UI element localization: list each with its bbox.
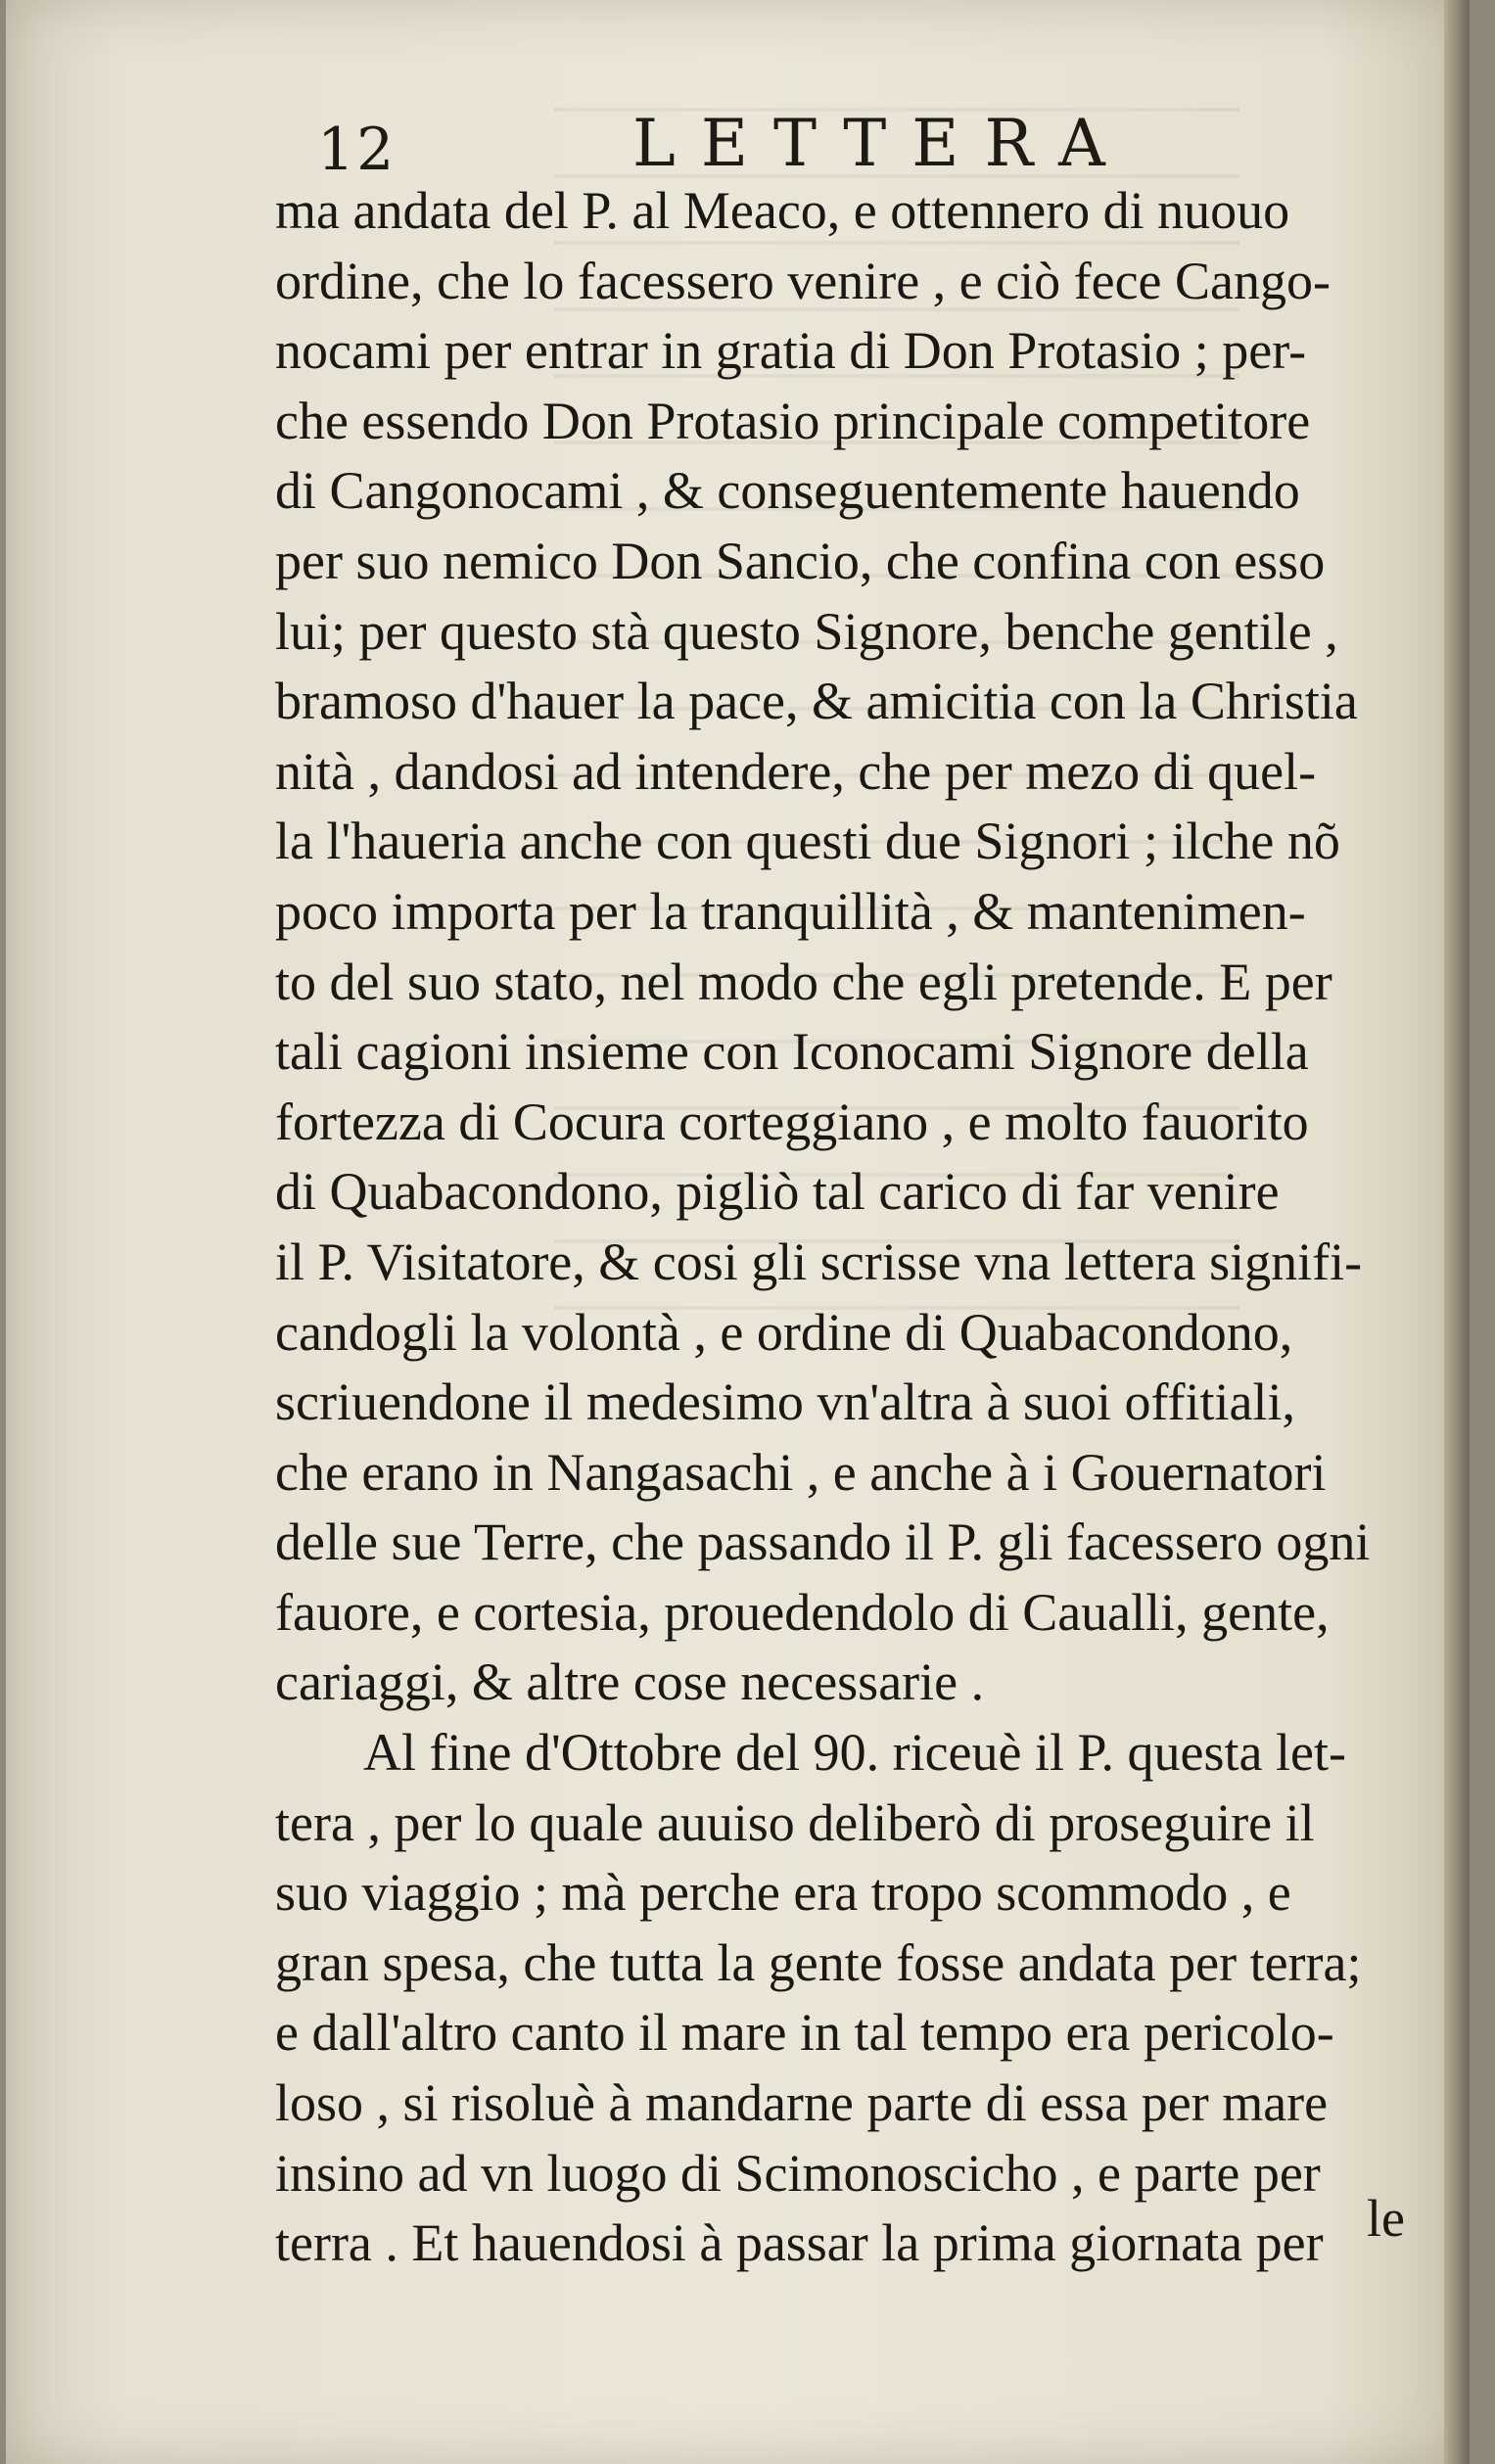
text-line: e dall'altro canto il mare in tal tempo era pericolo- xyxy=(275,2003,1334,2063)
catchword: le xyxy=(1367,2189,1405,2248)
text-line: suo viaggio ; mà perche era tropo scommodo , e xyxy=(275,1863,1291,1923)
text-line: nocami per entrar in gratia di Don Protasio ; per- xyxy=(275,321,1307,381)
body-text xyxy=(275,176,1489,2279)
text-line: terra . Et hauendosi à passar la prima giornata per xyxy=(275,2213,1324,2273)
text-line: delle sue Terre, che passando il P. gli facessero ogni xyxy=(275,1512,1371,1572)
text-line: per suo nemico Don Sancio, che confina con esso xyxy=(275,531,1326,590)
text-line: il P. Visitatore, & cosi gli scrisse vna lettera signifi- xyxy=(275,1232,1363,1291)
text-line: to del suo stato, nel modo che egli pretende. E per xyxy=(275,952,1332,1011)
text-line: lui; per questo stà questo Signore, benche gentile , xyxy=(275,601,1338,661)
text-line: fauore, e cortesia, prouedendolo di Caualli, gente, xyxy=(275,1582,1330,1642)
text-line: che essendo Don Protasio principale competitore xyxy=(275,391,1311,450)
text-line: nità , dandosi ad intendere, che per mezo di quel- xyxy=(275,741,1317,801)
text-line: ma andata del P. al Meaco, e ottennero di nuouo xyxy=(275,181,1290,240)
text-line: gran spesa, che tutta la gente fosse andata per terra; xyxy=(275,1932,1362,1992)
text-line: poco importa per la tranquillità , & mantenimen- xyxy=(275,881,1306,941)
text-line: di Cangonocami , & conseguentemente hauendo xyxy=(275,461,1300,521)
text-line: bramoso d'hauer la pace, & amicitia con la Christia xyxy=(275,672,1358,731)
text-line: ordine, che lo facessero venire , e ciò fece Cango- xyxy=(275,251,1331,310)
page-number: 12 xyxy=(317,116,397,184)
paragraph-start-line: Al fine d'Ottobre del 90. riceuè il P. questa let- xyxy=(363,1723,1346,1783)
text-line: di Quabacondono, pigliò tal carico di far venire xyxy=(275,1162,1280,1222)
text-line: loso , si risoluè à mandarne parte di essa per mare xyxy=(275,2073,1329,2133)
text-line: tali cagioni insieme con Iconocami Signore della xyxy=(275,1022,1309,1082)
text-line: candogli la volontà , e ordine di Quabacondono, xyxy=(275,1302,1293,1362)
text-line: la l'haueria anche con questi due Signori ; ilche nõ xyxy=(275,812,1340,871)
text-line: tera , per lo quale auuiso deliberò di proseguire il xyxy=(275,1792,1315,1852)
text-line: cariaggi, & altre cose necessarie . xyxy=(275,1652,985,1712)
text-line: fortezza di Cocura corteggiano , e molto fauorito xyxy=(275,1092,1309,1151)
text-line: insino ad vn luogo di Scimonoscicho , e parte per xyxy=(275,2143,1321,2203)
book-page xyxy=(6,0,1470,2464)
text-line: scriuendone il medesimo vn'altra à suoi offitiali, xyxy=(275,1372,1295,1432)
text-line: che erano in Nangasachi , e anche à i Gouernatori xyxy=(275,1442,1327,1502)
running-head: LETTERA xyxy=(632,106,1131,181)
